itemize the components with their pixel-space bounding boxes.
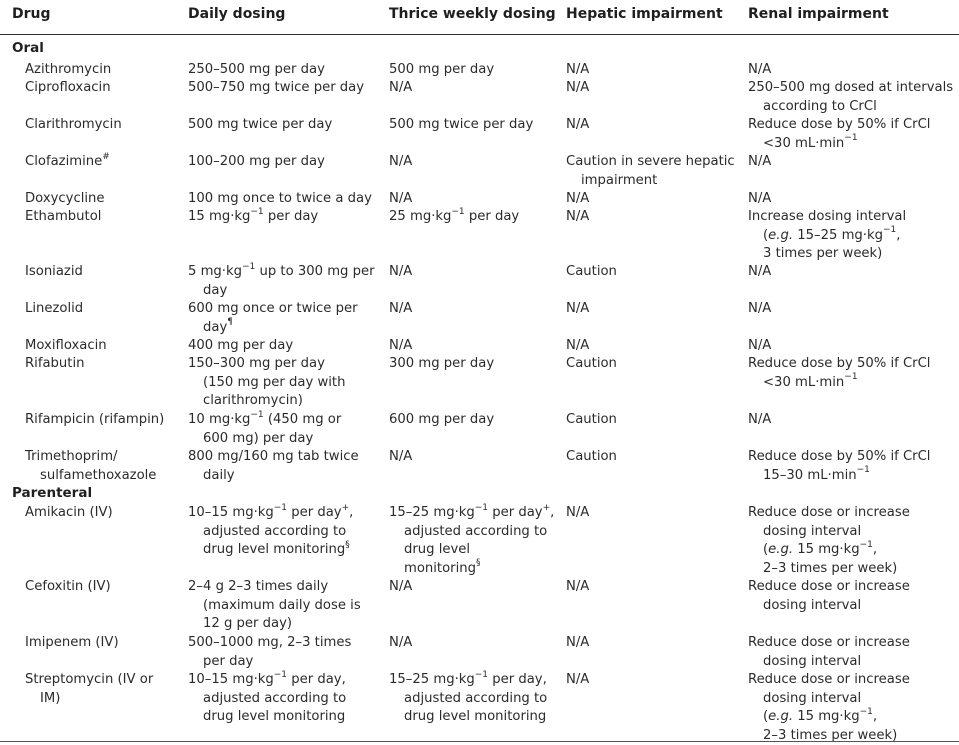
cell-line: adjusted according to (188, 690, 346, 709)
cell-line: 500 mg twice per day (188, 116, 332, 135)
cell-line: N/A (389, 153, 412, 172)
thrice-weekly-cell (389, 337, 412, 356)
cell-line: 5 $mg\cdot kg^{-1}$ up to 300 mg per (188, 263, 375, 282)
daily-dosing-cell (188, 578, 361, 634)
cell-line: N/A (389, 578, 412, 597)
cell-line: N/A (389, 190, 412, 209)
daily-dosing-cell (188, 61, 325, 80)
cell-line: Caution (566, 448, 617, 467)
thrice-weekly-cell (389, 634, 412, 653)
thrice-weekly-cell (389, 578, 412, 597)
cell-line: 500–1000 mg, 2–3 times (188, 634, 351, 653)
thrice-weekly-cell (389, 153, 412, 172)
cell-line: (e.g. 15 $mg\cdot kg^{-1}$, (748, 541, 910, 560)
cell-line: 250–500 mg per day (188, 61, 325, 80)
daily-dosing-cell (188, 634, 351, 671)
cell-line: N/A (748, 300, 771, 319)
drug-cell (25, 411, 164, 430)
cell-line: Reduce dose or increase (748, 578, 910, 597)
daily-dosing-cell (188, 79, 364, 98)
header-renal-impairment: Renal impairment (748, 6, 889, 22)
cell-line: dosing interval (748, 523, 910, 542)
cell-line: 10 $mg\cdot kg^{-1}$ (450 mg or (188, 411, 341, 430)
header-hepatic-impairment: Hepatic impairment (566, 6, 723, 22)
drug-cell (25, 79, 111, 98)
header-drug: Drug (12, 6, 51, 22)
daily-dosing-cell (188, 153, 325, 172)
cell-line: 15–25 $mg\cdot kg^{-1}$ per day+, (389, 504, 554, 523)
cell-line: N/A (389, 300, 412, 319)
cell-line: dosing interval (748, 653, 910, 672)
cell-line: 10–15 $mg\cdot kg^{-1}$ per day, (188, 671, 346, 690)
thrice-weekly-cell (389, 208, 519, 227)
cell-line: Reduce dose or increase (748, 634, 910, 653)
hepatic-cell (566, 208, 589, 227)
hepatic-cell (566, 355, 617, 374)
cell-line: 600 mg per day (389, 411, 494, 430)
cell-line: 800 mg/160 mg tab twice (188, 448, 359, 467)
daily-dosing-cell (188, 300, 358, 337)
cell-line: Linezolid (25, 300, 83, 319)
cell-line: 2–4 g 2–3 times daily (188, 578, 361, 597)
cell-line: 2–3 times per week) (748, 727, 910, 745)
drug-cell (25, 578, 111, 597)
hepatic-cell (566, 578, 589, 597)
drug-cell (25, 190, 105, 209)
cell-line: Rifampicin (rifampin) (25, 411, 164, 430)
renal-cell (748, 61, 771, 80)
cell-line: N/A (748, 263, 771, 282)
drug-cell (25, 263, 83, 282)
cell-line: Reduce dose or increase (748, 671, 910, 690)
daily-dosing-cell (188, 671, 346, 727)
cell-line: 250–500 mg dosed at intervals (748, 79, 953, 98)
cell-line: N/A (566, 337, 589, 356)
cell-line: N/A (389, 634, 412, 653)
cell-line: Reduce dose by 50% if CrCl (748, 355, 930, 374)
cell-line: N/A (748, 411, 771, 430)
cell-line: Reduce dose or increase (748, 504, 910, 523)
hepatic-cell (566, 448, 617, 467)
hepatic-cell (566, 190, 589, 209)
cell-line: (e.g. 15 $mg\cdot kg^{-1}$, (748, 708, 910, 727)
cell-line: Reduce dose by 50% if CrCl (748, 116, 930, 135)
cell-line: Ethambutol (25, 208, 101, 227)
cell-line: N/A (748, 190, 771, 209)
cell-line: adjusted according to (188, 523, 353, 542)
cell-line: monitoring§ (389, 560, 554, 579)
cell-line: N/A (566, 634, 589, 653)
hepatic-cell (566, 411, 617, 430)
cell-line: 15–30 $mL\cdot\min^{-1}$ (748, 467, 930, 486)
daily-dosing-cell (188, 190, 372, 209)
hepatic-cell (566, 61, 589, 80)
cell-line: clarithromycin) (188, 392, 345, 411)
cell-line: adjusted according to (389, 690, 547, 709)
thrice-weekly-cell (389, 504, 554, 578)
drug-cell (25, 300, 83, 319)
renal-cell (748, 578, 910, 615)
cell-line: sulfamethoxazole (25, 467, 156, 486)
section-label-oral: Oral (12, 40, 44, 56)
cell-line: 600 mg once or twice per (188, 300, 358, 319)
cell-line: Moxifloxacin (25, 337, 107, 356)
cell-line: 100–200 mg per day (188, 153, 325, 172)
cell-line: adjusted according to (389, 523, 554, 542)
cell-line: N/A (748, 337, 771, 356)
hepatic-cell (566, 634, 589, 653)
cell-line: N/A (389, 263, 412, 282)
thrice-weekly-cell (389, 61, 494, 80)
cell-line: 150–300 mg per day (188, 355, 345, 374)
cell-line: N/A (748, 61, 771, 80)
cell-line: Ciprofloxacin (25, 79, 111, 98)
drug-cell (25, 116, 122, 135)
cell-line: drug level (389, 541, 554, 560)
thrice-weekly-cell (389, 411, 494, 430)
cell-line: daily (188, 467, 359, 486)
renal-cell (748, 116, 930, 153)
cell-line: 500 mg twice per day (389, 116, 533, 135)
cell-line: (e.g. 15–25 $mg\cdot kg^{-1}$, (748, 227, 906, 246)
hepatic-cell (566, 504, 589, 523)
renal-cell (748, 504, 910, 578)
hepatic-cell (566, 153, 735, 190)
daily-dosing-cell (188, 355, 345, 411)
cell-line: 25 $mg\cdot kg^{-1}$ per day (389, 208, 519, 227)
cell-line: Cefoxitin (IV) (25, 578, 111, 597)
cell-line: 15 $mg\cdot kg^{-1}$ per day (188, 208, 318, 227)
daily-dosing-cell (188, 411, 341, 448)
cell-line: N/A (566, 671, 589, 690)
cell-line: Azithromycin (25, 61, 111, 80)
cell-line: (maximum daily dose is (188, 597, 361, 616)
daily-dosing-cell (188, 337, 293, 356)
renal-cell (748, 671, 910, 745)
renal-cell (748, 300, 771, 319)
renal-cell (748, 448, 930, 485)
cell-line: dosing interval (748, 690, 910, 709)
table-bottom-rule (0, 741, 959, 742)
renal-cell (748, 190, 771, 209)
daily-dosing-cell (188, 263, 375, 300)
cell-line: 500–750 mg twice per day (188, 79, 364, 98)
renal-cell (748, 79, 953, 116)
renal-cell (748, 337, 771, 356)
thrice-weekly-cell (389, 263, 412, 282)
cell-line: IM) (25, 690, 153, 709)
hepatic-cell (566, 116, 589, 135)
cell-line: 15–25 $mg\cdot kg^{-1}$ per day, (389, 671, 547, 690)
cell-line: Rifabutin (25, 355, 84, 374)
drug-cell (25, 61, 111, 80)
header-daily-dosing: Daily dosing (188, 6, 285, 22)
renal-cell (748, 634, 910, 671)
cell-line: N/A (566, 190, 589, 209)
daily-dosing-cell (188, 448, 359, 485)
cell-line: (150 mg per day with (188, 374, 345, 393)
renal-cell (748, 153, 771, 172)
cell-line: 3 times per week) (748, 245, 906, 264)
cell-line: drug level monitoring (188, 708, 346, 727)
cell-line: N/A (389, 448, 412, 467)
cell-line: dosing interval (748, 597, 910, 616)
cell-line: N/A (566, 300, 589, 319)
daily-dosing-cell (188, 504, 353, 560)
cell-line: Reduce dose by 50% if CrCl (748, 448, 930, 467)
cell-line: N/A (566, 504, 589, 523)
cell-line: 100 mg once to twice a day (188, 190, 372, 209)
cell-line: Clarithromycin (25, 116, 122, 135)
daily-dosing-cell (188, 116, 332, 135)
cell-line: Caution in severe hepatic (566, 153, 735, 172)
cell-line: <30 $mL\cdot\min^{-1}$ (748, 374, 930, 393)
thrice-weekly-cell (389, 355, 494, 374)
renal-cell (748, 411, 771, 430)
renal-cell (748, 263, 771, 282)
hepatic-cell (566, 263, 617, 282)
thrice-weekly-cell (389, 190, 412, 209)
cell-line: Doxycycline (25, 190, 105, 209)
cell-line: Clofazimine# (25, 153, 110, 172)
thrice-weekly-cell (389, 448, 412, 467)
cell-line: N/A (389, 337, 412, 356)
cell-line: per day (188, 653, 351, 672)
cell-line: drug level monitoring§ (188, 541, 353, 560)
cell-line: Increase dosing interval (748, 208, 906, 227)
cell-line: Amikacin (IV) (25, 504, 113, 523)
drug-cell (25, 634, 119, 653)
cell-line: Caution (566, 355, 617, 374)
thrice-weekly-cell (389, 671, 547, 727)
hepatic-cell (566, 337, 589, 356)
cell-line: N/A (566, 208, 589, 227)
cell-line: N/A (566, 79, 589, 98)
cell-line: impairment (566, 172, 735, 191)
cell-line: 10–15 $mg\cdot kg^{-1}$ per day+, (188, 504, 353, 523)
cell-line: drug level monitoring (389, 708, 547, 727)
hepatic-cell (566, 300, 589, 319)
cell-line: <30 $mL\cdot\min^{-1}$ (748, 135, 930, 154)
drug-cell (25, 504, 113, 523)
cell-line: according to CrCl (748, 98, 953, 117)
cell-line: 12 g per day) (188, 615, 361, 634)
cell-line: Trimethoprim/ (25, 448, 156, 467)
cell-line: N/A (748, 153, 771, 172)
cell-line: N/A (566, 578, 589, 597)
cell-line: N/A (566, 61, 589, 80)
cell-line: Imipenem (IV) (25, 634, 119, 653)
cell-line: day (188, 282, 375, 301)
drug-cell (25, 671, 153, 708)
cell-line: Isoniazid (25, 263, 83, 282)
section-label-parenteral: Parenteral (12, 485, 92, 501)
cell-line: N/A (389, 79, 412, 98)
table-header (0, 0, 959, 35)
thrice-weekly-cell (389, 300, 412, 319)
hepatic-cell (566, 79, 589, 98)
drug-cell (25, 153, 110, 172)
cell-line: 500 mg per day (389, 61, 494, 80)
cell-line: N/A (566, 116, 589, 135)
cell-line: 600 mg) per day (188, 430, 341, 449)
thrice-weekly-cell (389, 116, 533, 135)
renal-cell (748, 208, 906, 264)
header-thrice-weekly-dosing: Thrice weekly dosing (389, 6, 556, 22)
drug-cell (25, 448, 156, 485)
cell-line: 400 mg per day (188, 337, 293, 356)
cell-line: Caution (566, 411, 617, 430)
drug-cell (25, 355, 84, 374)
cell-line: Caution (566, 263, 617, 282)
drug-cell (25, 337, 107, 356)
cell-line: 300 mg per day (389, 355, 494, 374)
hepatic-cell (566, 671, 589, 690)
cell-line: Streptomycin (IV or (25, 671, 153, 690)
drug-cell (25, 208, 101, 227)
daily-dosing-cell (188, 208, 318, 227)
cell-line: 2–3 times per week) (748, 560, 910, 579)
thrice-weekly-cell (389, 79, 412, 98)
renal-cell (748, 355, 930, 392)
cell-line: day¶ (188, 319, 358, 338)
